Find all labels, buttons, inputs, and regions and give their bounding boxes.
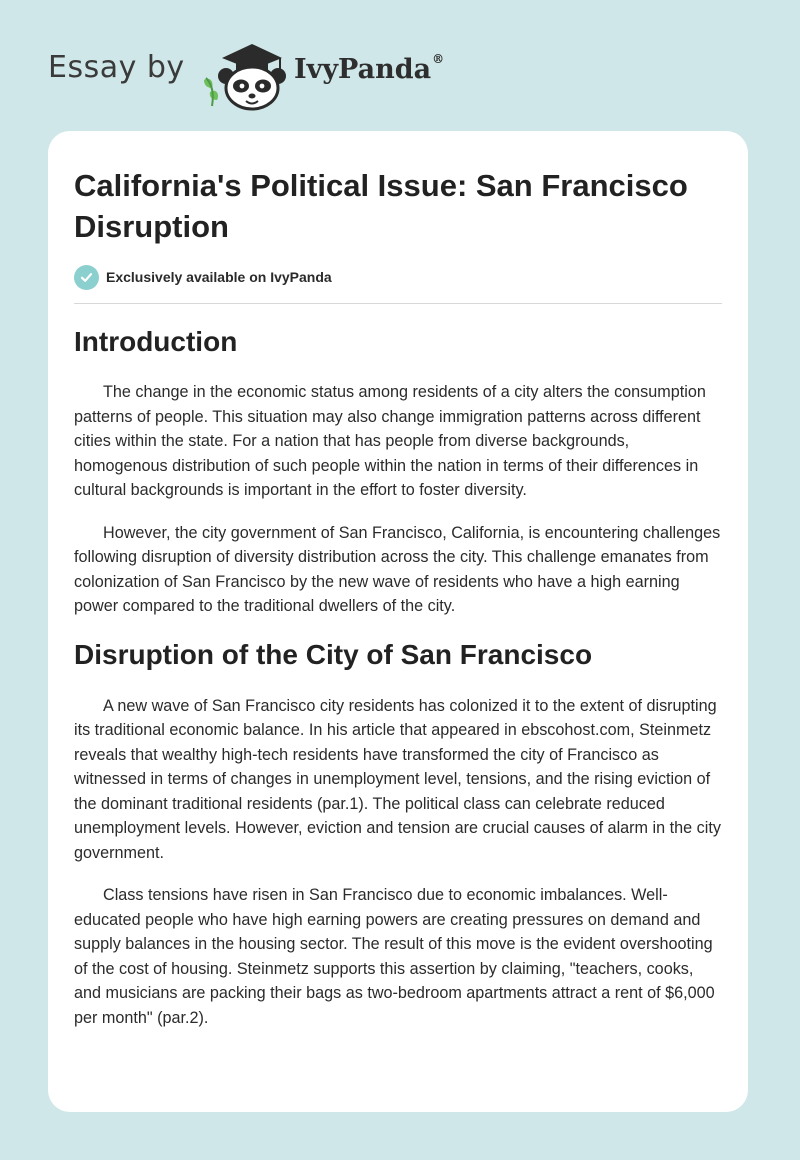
brand-name[interactable]: IvyPanda® (294, 52, 445, 85)
paragraph: However, the city government of San Francisco, California, is encountering challenges following disruption of diversity distribution across the city. This challenge emanates from colonization of San Francisco by the new wave of residents who have a high earning power compared to the traditional dwellers of the city. (74, 523, 721, 615)
article-body (74, 323, 722, 1030)
exclusive-badge (74, 264, 332, 290)
panda-graduate-logo-icon[interactable] (200, 36, 290, 112)
section-heading-disruption: Disruption of the City of San Francisco (74, 638, 593, 670)
section-heading-introduction: Introduction (74, 326, 238, 357)
registered-mark: ® (432, 52, 445, 66)
paragraph: The change in the economic status among residents of a city alters the consumption patterns of people. This situation may also change immigration patterns across different cities within the state. For a nation that has people from diverse backgrounds, homogenous distribution of such people within the nation in terms of their differences in cultural backgrounds is important in the effort to foster diversity. (74, 383, 706, 499)
title-divider (74, 303, 722, 304)
essay-by-label: Essay by (48, 50, 185, 85)
paragraph: A new wave of San Francisco city residents has colonized it to the extent of disrupting its traditional economic balance. In his article that appeared in ebscohost.com, Steinmetz reveals that wealthy high-tech residents have transformed the city of Francisco as witnessed in terms of changes in unemployment level, tensions, and the rising eviction of the dominant traditional residents (par.1). The political class can celebrate reduced unemployment levels. However, eviction and tension are crucial causes of alarm in the city government. (74, 696, 721, 862)
article-card (48, 131, 748, 1112)
article-title: California's Political Issue: San Francisco Disruption (74, 168, 688, 244)
exclusive-badge-text: Exclusively available on IvyPanda (106, 269, 332, 285)
check-circle-icon (74, 265, 99, 290)
paragraph: Class tensions have risen in San Francisco due to economic imbalances. Well-educated people who have high earning powers are creating pressures on demand and supply balances in the housing sector. The result of this move is the evident overshooting of the cost of housing. Steinmetz supports this assertion by claiming, "teachers, cooks, and musicians are packing their bags as two-bedroom apartments attract a rent of $6,000 per month" (par.2). (74, 886, 715, 1027)
site-header (48, 30, 752, 110)
